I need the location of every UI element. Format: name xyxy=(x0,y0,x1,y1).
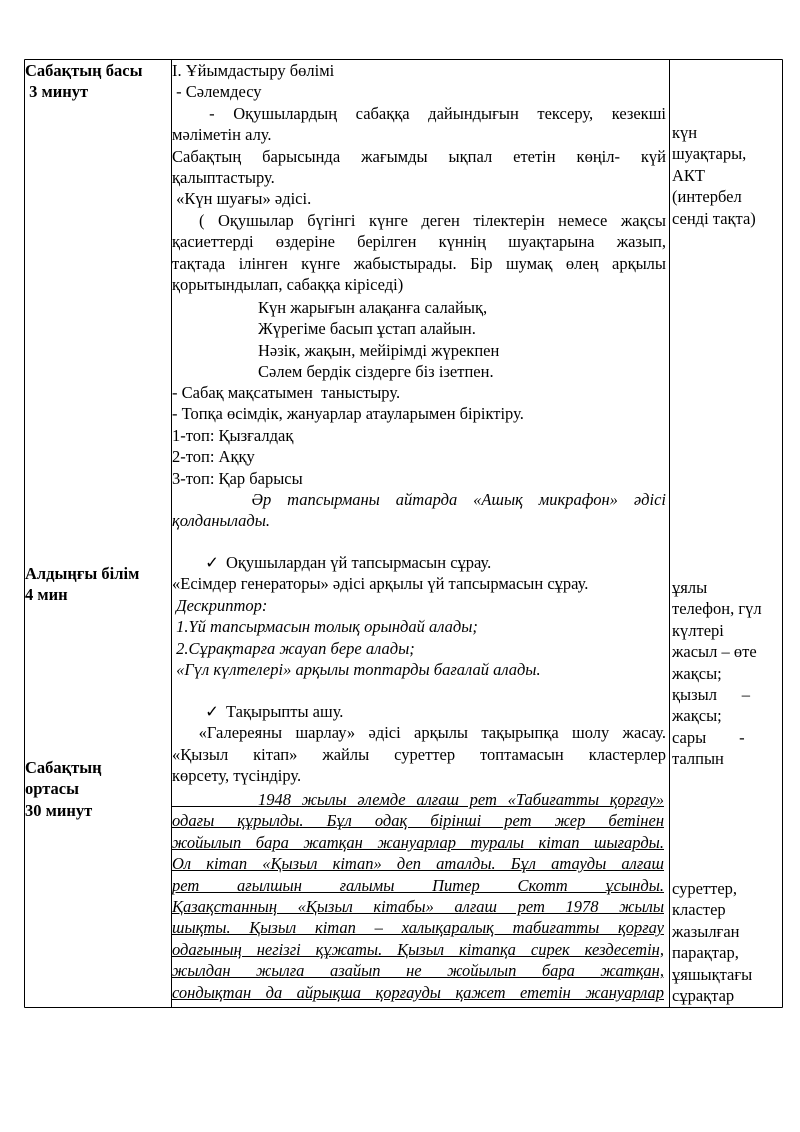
resource-line: парақтар, xyxy=(672,943,739,963)
resource-line: суреттер, xyxy=(672,879,738,898)
stage-middle xyxy=(25,757,102,821)
text-line: Ол кітап «Қызыл кітап» деп аталды. Бұл атауды алғаш xyxy=(172,854,664,874)
resource-line: жазылған xyxy=(672,921,740,941)
descriptor-item: «Гүл күлтелері» арқылы топтарды бағалай алады. xyxy=(172,660,541,680)
stage-duration: 30 минут xyxy=(25,800,93,820)
resource-line: күн xyxy=(672,123,698,142)
check-icon: ✓ xyxy=(205,702,219,721)
stage-prior-knowledge xyxy=(25,563,139,606)
stage-start xyxy=(25,60,143,103)
topic-intro xyxy=(172,701,666,787)
text-line: Қазақстанның «Қызыл кітабы» алғаш рет 1978 жылы xyxy=(172,897,664,917)
text-line: Сабақтың барысында жағымды ықпал ететін көңіл- күй xyxy=(172,146,666,166)
descriptor-item: 1.Үй тапсырмасын толық орындай алады; xyxy=(172,617,478,637)
text-line: тақтада ілінген күнге жабыстырады. Бір шумақ өлең арқылы xyxy=(172,253,666,273)
text-line: Әр тапсырманы айтарда «Ашық микрафон» әдісі xyxy=(172,490,667,510)
resources-start xyxy=(672,122,756,229)
resource-line: күлтері xyxy=(672,620,724,640)
group-line: 2-топ: Аққу xyxy=(172,447,255,467)
stage-duration: 4 мин xyxy=(25,585,68,605)
resource-line: талпын xyxy=(672,749,724,769)
poem-line: Жүрегіме басып ұстап алайын. xyxy=(258,319,476,339)
text-line: қолданылады. xyxy=(172,511,271,531)
homework-check xyxy=(172,552,666,680)
text-line: ( Оқушылар бүгінгі күнге деген тілектерін немесе жақсы xyxy=(172,210,666,230)
resource-line: ұялы xyxy=(672,578,708,597)
check-icon: ✓ xyxy=(205,553,219,572)
resource-line: АКТ xyxy=(672,165,705,185)
stage-label: Алдыңғы білім xyxy=(25,564,140,583)
text-line: сондықтан да айрықша қорғауды қажет ететін жануарлар xyxy=(172,982,664,1002)
stage-label: Сабақтың басы xyxy=(25,61,143,80)
text-line: - Сәлемдесу xyxy=(172,82,262,102)
poem-line: Нәзік, жақын, мейірімді жүрекпен xyxy=(258,340,500,360)
text-line: «Күн шуағы» әдісі. xyxy=(172,189,312,209)
text-line: қалыптастыру. xyxy=(172,168,275,188)
resource-line: жақсы; xyxy=(672,663,722,683)
text-line: көрсету, түсіндіру. xyxy=(172,766,302,786)
text-line: мәліметін алу. xyxy=(172,125,272,145)
stage-label: ортасы xyxy=(25,779,79,799)
text-line: «Қызыл кітап» жайлы суреттер топтамасын кластерлер xyxy=(172,744,666,764)
text-line: одағының негізгі құжаты. Қызыл кітапқа сирек кездесетін, xyxy=(172,939,664,959)
resource-line: қызыл – xyxy=(672,685,750,705)
text-line: - Топқа өсімдік, жануарлар атауларымен біріктіру. xyxy=(172,404,524,424)
text-line: одағы құрылды. Бұл одақ бірінші рет жер бетінен xyxy=(172,811,664,831)
resources-prior xyxy=(672,577,762,770)
text-line: жылдан жылға азайып не жойылып бара жатқан, xyxy=(172,961,664,981)
text-line: Тақырыпты ашу. xyxy=(226,702,344,721)
resource-line: сұрақтар xyxy=(672,986,735,1006)
resource-line: сары - xyxy=(672,727,745,747)
group-line: 1-топ: Қызғалдақ xyxy=(172,425,294,445)
poem-line: Күн жарығын алақанға салайық, xyxy=(258,298,488,317)
descriptor-item: 2.Сұрақтарға жауап бере алады; xyxy=(172,638,415,658)
text-line: - Сабақ мақсатымен таныстыру. xyxy=(172,383,401,402)
resource-line: шуақтары, xyxy=(672,144,747,164)
descriptor-title: Дескриптор: xyxy=(172,595,268,615)
text-line: қорытындылап, сабаққа кіріседі) xyxy=(172,275,404,295)
text-line: «Есімдер генераторы» әдісі арқылы үй тапсырмасын сұрау. xyxy=(172,574,589,594)
resources-middle xyxy=(672,878,752,1006)
text-line: - Оқушылардың сабаққа дайындығын тексеру, кезекші xyxy=(172,103,666,123)
text-line: жойылып бара жатқан жануарлар туралы кітап шығарды. xyxy=(172,832,664,852)
poem xyxy=(258,297,499,383)
group-line: 3-топ: Қар барысы xyxy=(172,468,303,488)
text-line: қасиеттерді өздеріне берілген күннің шуақтарына жазып, xyxy=(172,232,666,252)
text-line: Оқушылардан үй тапсырмасын сұрау. xyxy=(226,553,492,572)
poem-line: Сәлем бердік сіздерге біз ізетпен. xyxy=(258,362,494,382)
text-line: 1948 жылы әлемде алғаш рет «Табиғатты қорғау» xyxy=(172,790,665,809)
resource-line: жасыл – өте xyxy=(672,642,757,662)
text-line: I. Ұйымдастыру бөлімі xyxy=(172,61,335,80)
resource-line: телефон, гүл xyxy=(672,599,762,619)
red-book-text xyxy=(172,789,664,1003)
text-line: рет ағылшын ғалымы Питер Скотт ұсынды. xyxy=(172,875,664,895)
resource-line: сенді тақта) xyxy=(672,208,756,228)
resource-line: жақсы; xyxy=(672,706,722,726)
resource-line: ұяшықтағы xyxy=(672,964,753,984)
lesson-goal-groups xyxy=(172,382,666,532)
resource-line: (интербел xyxy=(672,187,742,207)
stage-duration: 3 минут xyxy=(25,82,89,102)
resource-line: кластер xyxy=(672,900,726,920)
text-line: шықты. Қызыл кітап – халықаралық табиғатты қорғау xyxy=(172,918,664,938)
text-line: «Галереяны шарлау» әдісі арқылы тақырыпқа шолу жасау. xyxy=(172,723,667,743)
organizational-part xyxy=(172,60,666,295)
stage-label: Сабақтың xyxy=(25,758,102,777)
